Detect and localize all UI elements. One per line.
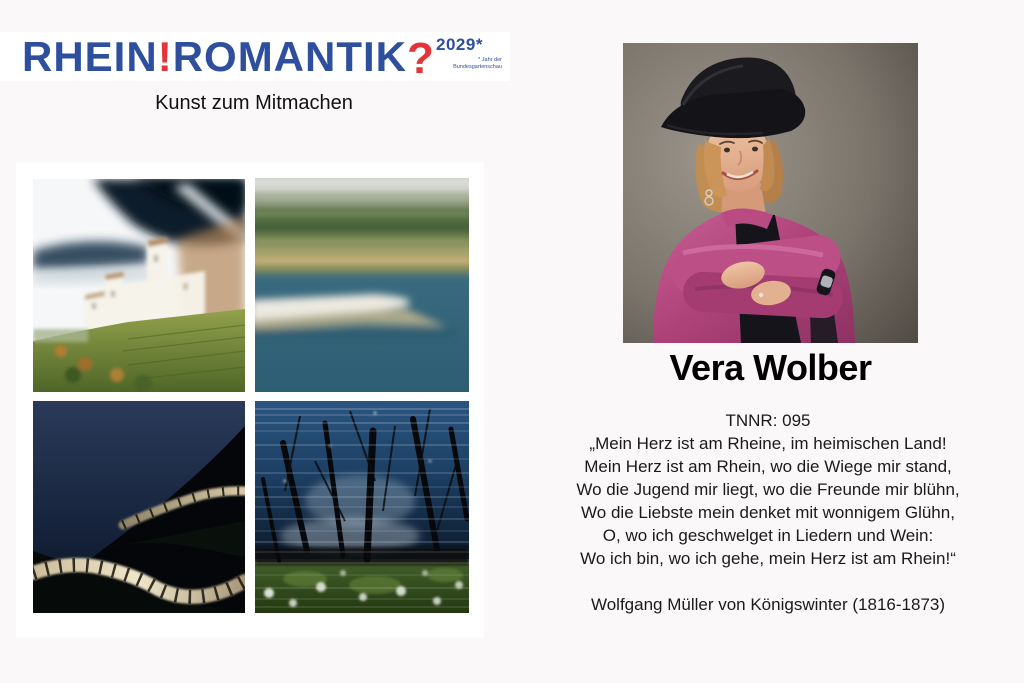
artwork-collage [16,163,484,637]
poem-line: Wo die Jugend mir liegt, wo die Freunde mir blühn, [576,480,960,499]
poem-line: Wo die Liebste mein denket mit wonnigem Glühn, [581,503,955,522]
logo-year-note-line2: Bundesgartenschau [453,63,502,70]
poem-line: Mein Herz ist am Rhein, wo die Wiege mir stand, [584,457,952,476]
poem-line: O, wo ich geschwelget in Liedern und Wein: [602,526,934,545]
participant-number: TNNR: 095 [725,411,811,430]
logo-word-rhein: RHEIN [22,33,158,80]
artwork-castle-vineyard [33,179,245,392]
logo-band [0,32,510,81]
rhein-romantik-logo [22,32,435,81]
spacer [512,570,1024,593]
artwork-river-blur [255,178,469,392]
logo-exclamation: ! [157,33,173,80]
poem-line: „Mein Herz ist am Rheine, im heimischen Land! [589,434,947,453]
artist-name: Vera Wolber [669,347,872,388]
artist-info-block [512,409,1024,616]
logo-year-note-line1: * Jahr der [478,57,502,63]
artwork-night-walls [33,401,245,613]
poem-attribution: Wolfgang Müller von Königswinter (1816-1873) [590,595,946,614]
logo-year-note [436,57,502,70]
logo-word-romantik: ROMANTIK [172,33,407,80]
subtitle: Kunst zum Mitmachen [155,92,353,114]
logo-year-block [436,36,502,70]
vera-wolber-portrait [623,43,918,343]
poem-line: Wo ich bin, wo ich gehe, mein Herz ist am Rhein!“ [580,549,956,568]
logo-question-mark: ? [407,34,435,83]
logo-year: 2029* [436,35,483,54]
artwork-vine-rows [255,401,469,613]
